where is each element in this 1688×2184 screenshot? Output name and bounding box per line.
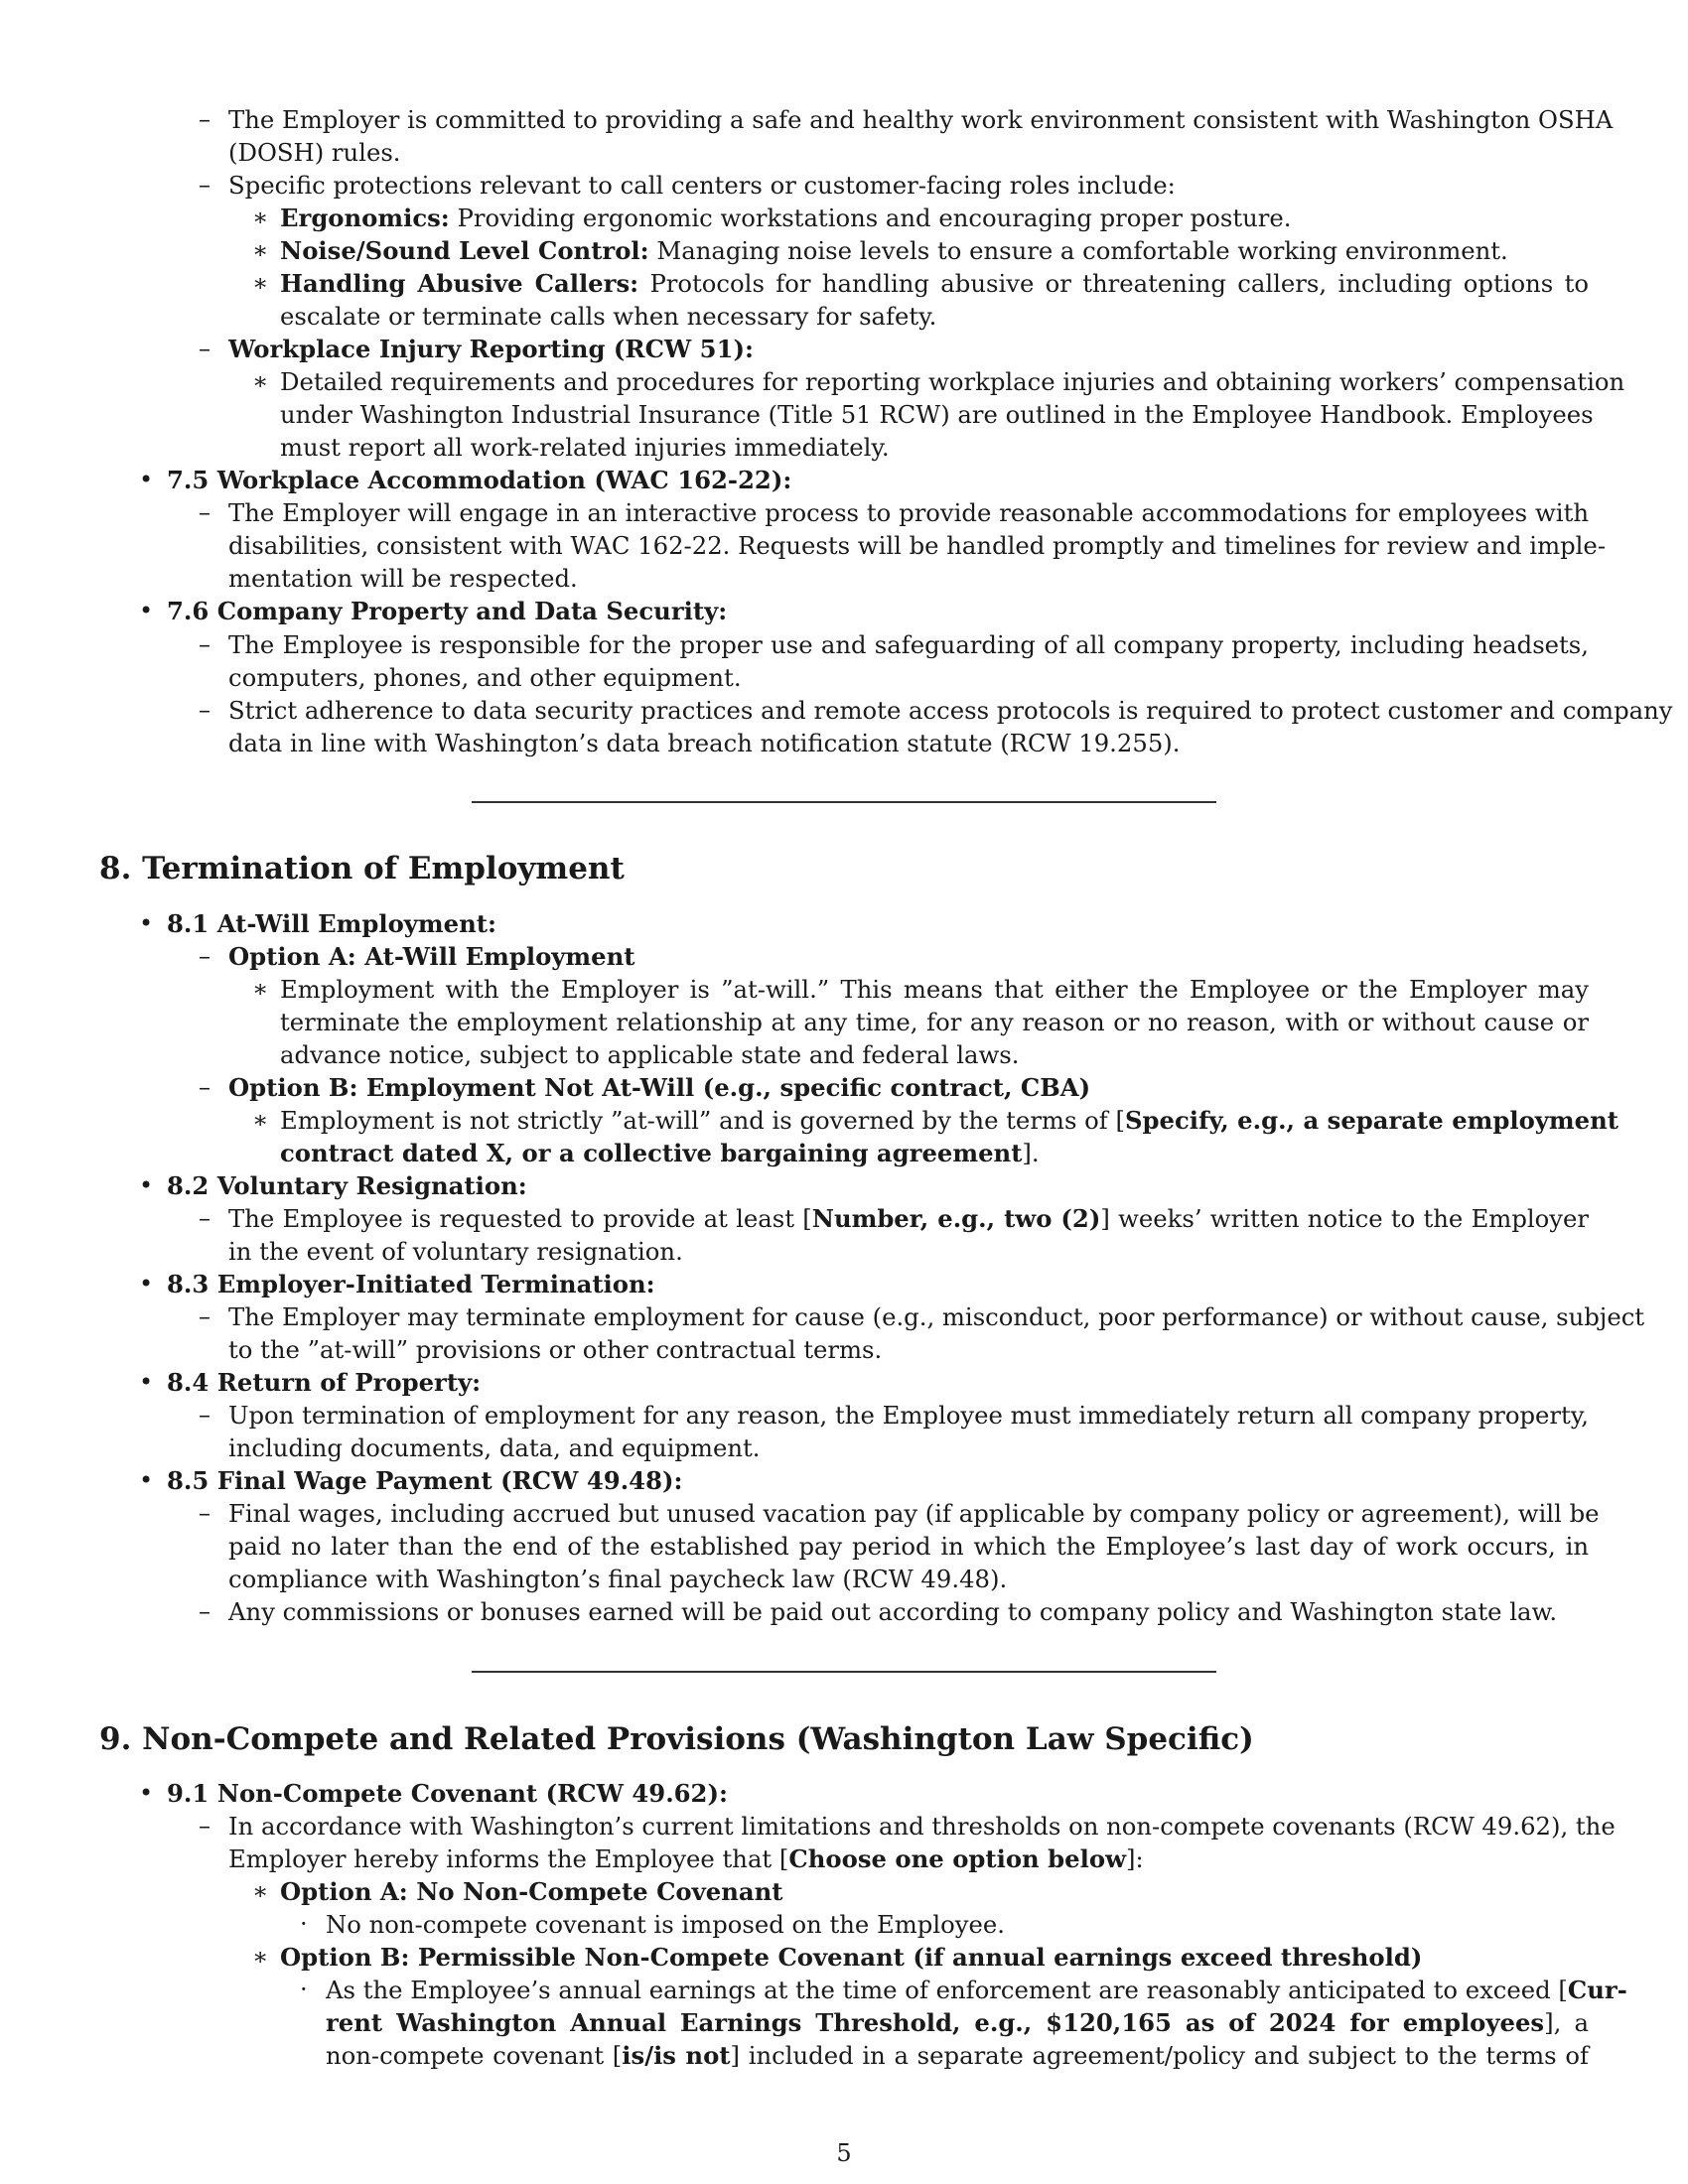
s8-5-text-3: compliance with Washington’s final paycheck law (RCW 49.48). [228, 1565, 1008, 1593]
s8-2-text-2: in the event of voluntary resignation. [228, 1237, 683, 1266]
dash-bullet: – [199, 1812, 211, 1840]
dash-bullet: – [199, 942, 211, 970]
abusive-text-2: escalate or terminate calls when necessary for safety. [280, 302, 937, 331]
dash-bullet: – [199, 1597, 211, 1625]
star-bullet: ∗ [252, 975, 269, 1003]
dash-bullet: – [199, 1302, 211, 1330]
ergonomics-item [280, 202, 1291, 234]
safety-commit-line2: (DOSH) rules. [228, 138, 401, 167]
s9-optB-post2: ], a [1544, 2008, 1589, 2037]
s8-2-pre: The Employee is requested to provide at least [ [228, 1204, 812, 1233]
s9-optB-text-1 [326, 1974, 1627, 2006]
s8-2-bold: Number, e.g., two (2) [811, 1204, 1101, 1233]
s9-intro2-bold: Choose one option below [788, 1844, 1126, 1873]
dash-bullet: – [199, 335, 211, 362]
dash-bullet: – [199, 171, 211, 199]
section-8-title: 8. Termination of Employment [99, 851, 625, 887]
dot-bullet: • [139, 1779, 154, 1807]
s8-3-heading-text: 8.3 Employer-Initiated Termination: [167, 1270, 655, 1298]
star-bullet: ∗ [252, 269, 269, 297]
s8-optB-pre: Employment is not strictly ”at-will” and is governed by the terms of [ [280, 1106, 1125, 1135]
s7-6-heading [167, 595, 727, 627]
s7-6-heading-text: 7.6 Company Property and Data Security: [167, 597, 728, 625]
s9-optA-text: No non-compete covenant is imposed on the Employee. [326, 1910, 1005, 1939]
middot-bullet: · [300, 1910, 308, 1938]
dash-bullet: – [199, 105, 211, 133]
injury-text-2: under Washington Industrial Insurance (Title 51 RCW) are outlined in the Employee Handbook. Employees [280, 400, 1594, 429]
s9-optB-bold2: rent Washington Annual Earnings Threshold, e.g., $120,165 as of 2024 for employees [326, 2008, 1545, 2037]
s7-5-text-3: mentation will be respected. [228, 564, 578, 593]
s7-6-text1-2: computers, phones, and other equipment. [228, 663, 742, 692]
s8-optB-heading [228, 1071, 1090, 1104]
s8-3-heading [167, 1268, 655, 1300]
s8-optA-label: Option A: At-Will Employment [228, 942, 635, 971]
s8-optA-text-2: terminate the employment relationship at any time, for any reason or no reason, with or without cause or [280, 1008, 1589, 1036]
s9-optB-text-3 [326, 2039, 1589, 2072]
section-divider [472, 1671, 1216, 1673]
dash-bullet: – [199, 630, 211, 658]
s9-optA-heading [280, 1875, 783, 1908]
s8-3-text-2: to the ”at-will” provisions or other contractual terms. [228, 1335, 883, 1364]
s8-5-heading [167, 1464, 682, 1497]
s8-4-heading [167, 1366, 481, 1399]
star-bullet: ∗ [252, 367, 269, 395]
s8-optA-text-3: advance notice, subject to applicable state and federal laws. [280, 1040, 1020, 1069]
star-bullet: ∗ [252, 1877, 269, 1905]
dot-bullet: • [139, 1171, 154, 1199]
s7-5-heading [167, 464, 791, 496]
noise-item [280, 234, 1508, 267]
ergonomics-text: Providing ergonomic workstations and encouraging proper posture. [457, 204, 1292, 232]
dot-bullet: • [139, 466, 154, 493]
s8-2-post: ] weeks’ written notice to the Employer [1100, 1204, 1590, 1233]
dot-bullet: • [139, 1270, 154, 1297]
injury-text-1: Detailed requirements and procedures for reporting workplace injuries and obtaining workers’ compensation [280, 367, 1625, 396]
ergonomics-label: Ergonomics: [280, 204, 450, 232]
s8-2-text-1 [228, 1202, 1589, 1235]
s8-2-heading-text: 8.2 Voluntary Resignation: [167, 1171, 527, 1200]
dot-bullet: • [139, 1466, 154, 1494]
s9-1-heading-text: 9.1 Non-Compete Covenant (RCW 49.62): [167, 1779, 728, 1808]
dash-bullet: – [199, 1401, 211, 1429]
dash-bullet: – [199, 696, 211, 724]
dash-bullet: – [199, 1073, 211, 1101]
injury-text-3: must report all work-related injuries immediately. [280, 433, 890, 462]
s8-optB-text-2 [280, 1137, 1040, 1169]
s7-6-text1-1: The Employee is responsible for the proper use and safeguarding of all company property, including headsets, [228, 630, 1589, 659]
s7-5-text-2: disabilities, consistent with WAC 162-22. Requests will be handled promptly and timelines for review and imple- [228, 531, 1607, 560]
s7-5-heading-text: 7.5 Workplace Accommodation (WAC 162-22): [167, 466, 792, 494]
s8-5-text-1: Final wages, including accrued but unused vacation pay (if applicable by company policy or agreement), will be [228, 1499, 1600, 1528]
section-divider [472, 801, 1216, 803]
abusive-item-line1 [280, 267, 1589, 300]
star-bullet: ∗ [252, 1943, 269, 1971]
s8-optB-text-1 [280, 1104, 1618, 1137]
s8-optA-heading [228, 940, 634, 973]
s9-intro2-post: ]: [1125, 1844, 1144, 1873]
star-bullet: ∗ [252, 204, 269, 231]
s9-optB-line3-pre: non-compete covenant [ [326, 2041, 623, 2070]
s8-5-heading-text: 8.5 Final Wage Payment (RCW 49.48): [167, 1466, 683, 1495]
s7-5-text-1: The Employer will engage in an interactive process to provide reasonable accommodations for employees with [228, 498, 1589, 527]
dash-bullet: – [199, 1499, 211, 1527]
s8-optB-bold2: contract dated X, or a collective bargaining agreement [280, 1139, 1023, 1167]
star-bullet: ∗ [252, 236, 269, 264]
s8-1-heading [167, 907, 496, 940]
s9-optB-pre: As the Employee’s annual earnings at the time of enforcement are reasonably anticipated to exceed [ [326, 1976, 1568, 2004]
dot-bullet: • [139, 597, 154, 624]
dot-bullet: • [139, 909, 154, 937]
star-bullet: ∗ [252, 1106, 269, 1134]
s8-4-text-1: Upon termination of employment for any reason, the Employee must immediately return all company property, [228, 1401, 1589, 1430]
noise-label: Noise/Sound Level Control: [280, 236, 649, 265]
s8-optB-label: Option B: Employment Not At-Will (e.g., specific contract, CBA) [228, 1073, 1091, 1102]
safety-specific-intro: Specific protections relevant to call centers or customer-facing roles include: [228, 171, 1176, 200]
s8-2-heading [167, 1169, 527, 1202]
s9-optB-line3-post: ] included in a separate agreement/policy and subject to the terms of [730, 2041, 1589, 2070]
s8-optB-post: ]. [1022, 1139, 1040, 1167]
s7-6-text2-1: Strict adherence to data security practices and remote access protocols is required to protect customer and company [228, 696, 1673, 725]
abusive-label: Handling Abusive Callers: [280, 269, 639, 298]
dot-bullet: • [139, 1368, 154, 1396]
s9-intro2-pre: Employer hereby informs the Employee that [ [228, 1844, 789, 1873]
safety-commit-line1: The Employer is committed to providing a safe and healthy work environment consistent with Washington OSHA [228, 105, 1614, 134]
s8-3-text-1: The Employer may terminate employment for cause (e.g., misconduct, poor performance) or without cause, subject [228, 1302, 1645, 1331]
s8-5-text2: Any commissions or bonuses earned will be paid out according to company policy and Washington state law. [228, 1597, 1558, 1626]
s9-intro-2 [228, 1843, 1144, 1875]
dash-bullet: – [199, 498, 211, 526]
s9-optB-bold1: Cur- [1567, 1976, 1627, 2004]
injury-label: Workplace Injury Reporting (RCW 51): [228, 335, 754, 363]
s7-6-text2-2: data in line with Washington’s data breach notification statute (RCW 19.255). [228, 729, 1181, 757]
s9-intro-1: In accordance with Washington’s current limitations and thresholds on non-compete covenants (RCW 49.62), the [228, 1812, 1616, 1841]
abusive-text-1: Protocols for handling abusive or threatening callers, including options to [649, 269, 1589, 298]
s8-4-heading-text: 8.4 Return of Property: [167, 1368, 482, 1397]
s9-optA-label: Option A: No Non-Compete Covenant [280, 1877, 783, 1906]
s8-5-text-2: paid no later than the end of the established pay period in which the Employee’s last day of work occurs, in [228, 1532, 1589, 1561]
s9-optB-label: Option B: Permissible Non-Compete Covenant (if annual earnings exceed threshold) [280, 1943, 1423, 1972]
s9-optB-text-2 [326, 2006, 1589, 2039]
injury-heading [228, 333, 754, 365]
noise-text: Managing noise levels to ensure a comfortable working environment. [656, 236, 1508, 265]
s8-optA-text-1: Employment with the Employer is ”at-will.” This means that either the Employee or the Employer may [280, 975, 1589, 1004]
s8-optB-bold1: Specify, e.g., a separate employment [1124, 1106, 1618, 1135]
s9-optB-line3-bold: is/is not [622, 2041, 731, 2070]
page-number: 5 [836, 2139, 852, 2167]
s8-1-heading-text: 8.1 At-Will Employment: [167, 909, 496, 938]
s9-1-heading [167, 1777, 728, 1810]
s9-optB-heading [280, 1941, 1422, 1974]
dash-bullet: – [199, 1204, 211, 1232]
section-9-title: 9. Non-Compete and Related Provisions (Washington Law Specific) [99, 1721, 1254, 1757]
middot-bullet: · [300, 1976, 308, 2003]
s8-4-text-2: including documents, data, and equipment. [228, 1433, 761, 1462]
